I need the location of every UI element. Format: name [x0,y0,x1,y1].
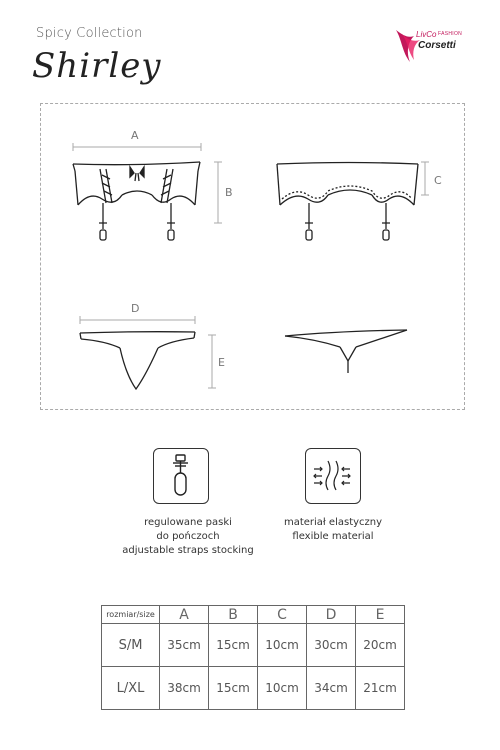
column-b-header: B [209,606,258,624]
garment-diagram [40,103,465,410]
dimension-b-label: B [225,186,233,199]
table-row [102,667,405,710]
size-label-sm: S/M [102,624,160,667]
thong-front-icon [80,332,195,389]
table-cell: 30cm [307,624,356,667]
column-a-header: A [160,606,209,624]
collection-name: Spicy Collection [36,26,143,41]
column-c-header: C [258,606,307,624]
feature-2-line-2: flexible material [292,531,374,542]
feature-1-line-3: adjustable straps stocking [122,545,254,556]
table-row [102,624,405,667]
column-d-header: D [307,606,356,624]
brand-line2: Corsetti [418,40,456,51]
dimension-e-line [208,335,216,388]
size-table-corner: rozmiar/size [102,606,160,624]
thong-back-icon [285,330,407,373]
column-e-header: E [356,606,405,624]
table-cell: 15cm [209,667,258,710]
feature-1-line-2: do pończoch [156,531,220,542]
table-cell: 34cm [307,667,356,710]
feature-1-line-1: regulowane paski [144,517,232,528]
dimension-d-label: D [131,302,140,315]
product-name: Shirley [32,46,162,86]
size-table-header [102,606,405,624]
feature-2-line-1: materiał elastyczny [283,517,383,528]
brand-line1: LivCo [416,30,437,39]
dimension-a-label: A [131,129,139,142]
dimension-c-label: C [434,174,442,187]
garter-clip-icon [153,448,209,504]
table-cell: 38cm [160,667,209,710]
table-cell: 10cm [258,624,307,667]
table-cell: 10cm [258,667,307,710]
dimension-b-line [214,162,222,223]
table-cell: 35cm [160,624,209,667]
dimension-d-line [80,316,195,324]
dimension-a-line [73,143,201,151]
garter-belt-back-icon [277,163,418,241]
table-cell: 15cm [209,624,258,667]
dimension-c-line [421,162,429,195]
size-table [101,605,405,710]
dimension-e-label: E [218,356,225,369]
stretch-fabric-icon [305,448,361,504]
brand-line1-sub: FASHION [438,31,463,37]
size-label-lxl: L/XL [102,667,160,710]
garter-belt-front-icon [73,162,200,240]
table-cell: 21cm [356,667,405,710]
feature-flexible-material [248,516,418,544]
table-cell: 20cm [356,624,405,667]
